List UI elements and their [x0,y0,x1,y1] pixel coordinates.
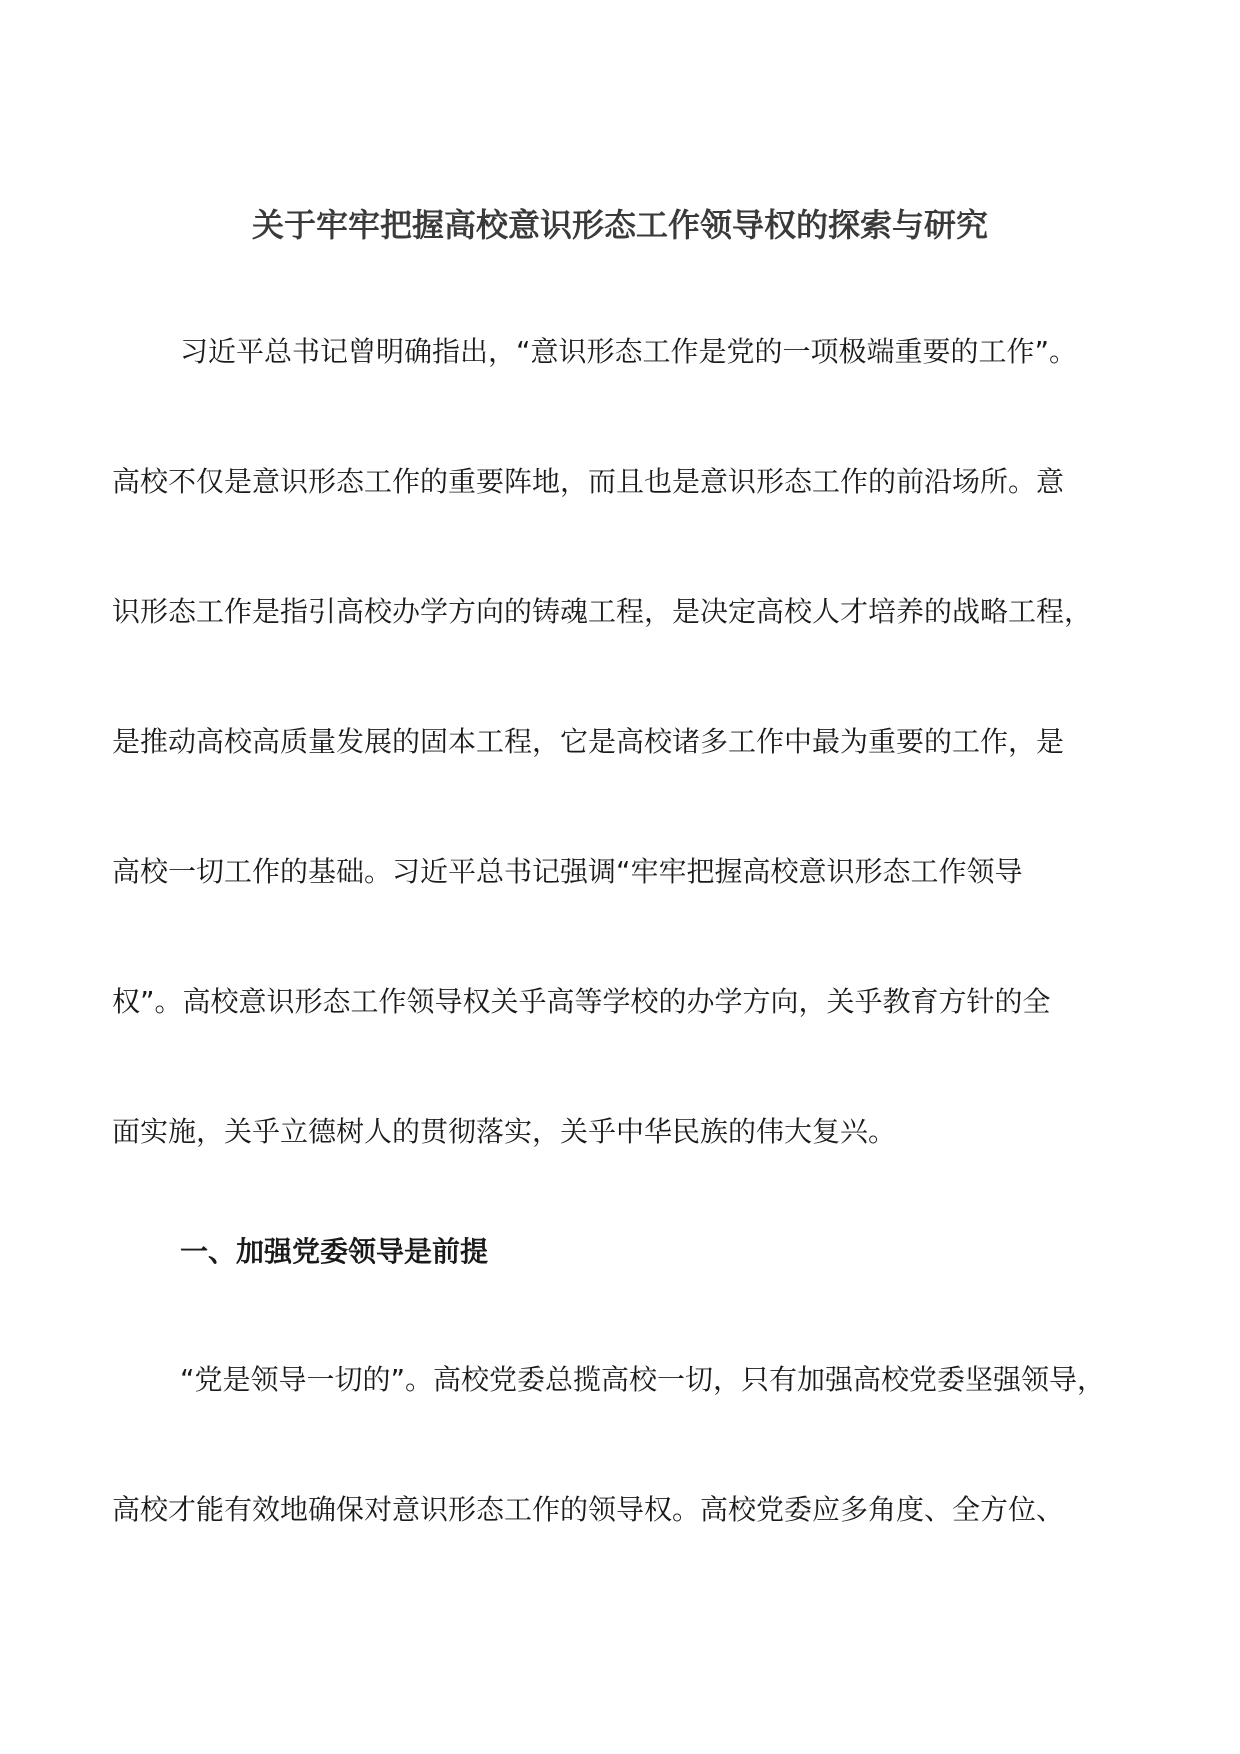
document-title: 关于牢牢把握高校意识形态工作领导权的探索与研究 [251,206,988,244]
paragraph-line: 是推动高校高质量发展的固本工程，它是高校诸多工作中最为重要的工作，是 [112,725,1065,758]
paragraph-line: 习近平总书记曾明确指出，“意识形态工作是党的一项极端重要的工作”。 [180,335,1078,368]
paragraph-line: 高校不仅是意识形态工作的重要阵地，而且也是意识形态工作的前沿场所。意 [112,465,1065,498]
paragraph-line: “党是领导一切的”。高校党委总揽高校一切，只有加强高校党委坚强领导， [180,1363,1106,1396]
paragraph-line: 面实施，关乎立德树人的贯彻落实，关乎中华民族的伟大复兴。 [112,1115,897,1148]
paragraph-line: 高校一切工作的基础。习近平总书记强调“牢牢把握高校意识形态工作领导 [112,855,1023,888]
paragraph-line: 高校才能有效地确保对意识形态工作的领导权。高校党委应多角度、全方位、 [112,1493,1065,1526]
paragraph-line: 权”。高校意识形态工作领导权关乎高等学校的办学方向，关乎教育方针的全 [112,985,1051,1018]
section-heading: 一、加强党委领导是前提 [180,1235,489,1268]
paragraph-line: 识形态工作是指引高校办学方向的铸魂工程，是决定高校人才培养的战略工程， [112,595,1093,628]
